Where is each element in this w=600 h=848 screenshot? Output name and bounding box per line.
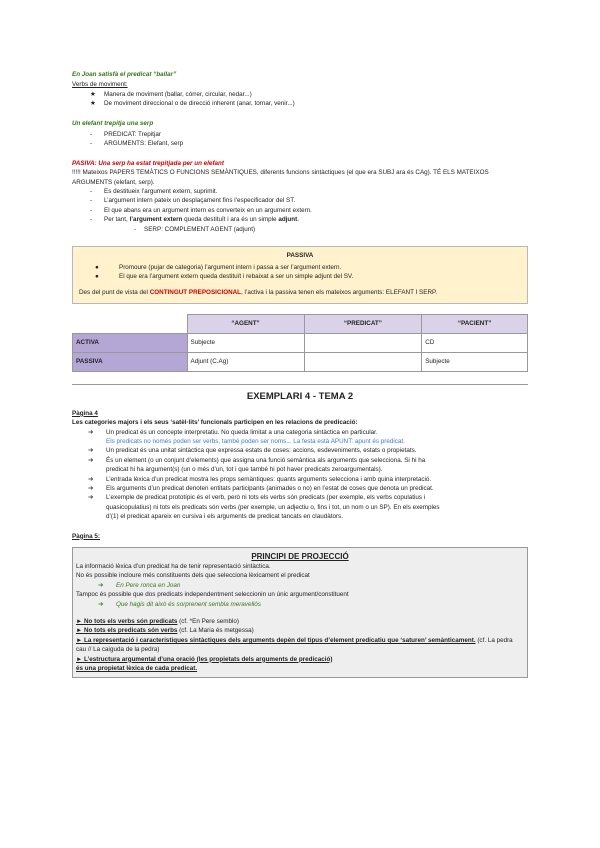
bullet-icon: ● bbox=[95, 263, 99, 271]
list-item: - L’argument intern pateix un desplaçament fins l’especificador del ST. bbox=[90, 197, 296, 205]
list-item: ★ De moviment direccional o de direcció inherent (anar, tornar, venir...) bbox=[90, 100, 295, 108]
heading-pasiva: PASIVA: Una serp ha estat trepitjada per un elefant bbox=[72, 159, 224, 167]
arrow-icon: ➔ bbox=[88, 447, 94, 455]
arrow-icon: ➔ bbox=[88, 494, 94, 502]
list-item: ➔ L’entrada lèxica d’un predicat mostra les props semàntiques: quants arguments selecciona i amb quina interpretació. bbox=[88, 475, 432, 483]
arrow-icon: ➔ bbox=[88, 484, 94, 492]
arrow-icon: ➔ bbox=[98, 600, 104, 608]
list-item: ➔ Els arguments d’un predicat denoten entitats participants (animades o no) en l’estat de coses que denota un predicat. bbox=[88, 484, 434, 492]
principi-point: ► No tots els verbs són predicats (cf. *En Pere semblo) bbox=[76, 618, 240, 626]
list-item: ★ Manera de moviment (ballar, córrer, circular, nedar...) bbox=[90, 90, 252, 98]
list-item: - ARGUMENTS: Elefant, serp bbox=[90, 140, 184, 148]
table-header: “AGENT” bbox=[187, 314, 304, 333]
principi-point: ► La representació i característiques sintàctiques dels arguments depèn del tipus d’element predicatiu que ‘saturen’ semànticament. (cf. La pedra cau // La caiguda de la pedra) bbox=[76, 636, 513, 654]
principi-line: Tampoc és possible que dos predicats independentment seleccionin un únic argument/constituent bbox=[76, 591, 349, 599]
principi-point: ► No tots els predicats són verbs (cf. La Maria és metgessa) bbox=[76, 627, 254, 635]
table-header: “PACIENT” bbox=[422, 314, 528, 333]
arrow-icon: ➔ bbox=[98, 581, 104, 589]
list-item-continued: quasicopulatius) ni tots els predicats són verbs (per exemple, un adjectiu o, fins i tot, un nom o un SP). En els exemples bbox=[106, 503, 440, 511]
divider bbox=[72, 384, 528, 385]
heading-elefant: Un elefant trepitja una serp bbox=[72, 119, 154, 127]
arrow-icon: ➔ bbox=[88, 456, 94, 464]
star-bullet-icon: ★ bbox=[90, 90, 96, 98]
subheading-verbs-moviment: Verbs de moviment: bbox=[72, 81, 128, 89]
list-item-continued: d’(1) el predicat apareix en cursiva i els arguments de predicat tancats en claudàtors. bbox=[106, 513, 343, 521]
roles-table bbox=[72, 314, 528, 372]
table-row: ACTIVA Subjecte CD bbox=[73, 333, 528, 352]
list-item: - SERP: COMPLEMENT AGENT (adjunt) bbox=[134, 225, 256, 233]
heading-ballar: En Joan satisfà el predicat “ballar” bbox=[72, 71, 177, 78]
page-ref: Pàgina 4 bbox=[72, 409, 98, 417]
arrow-icon: ➔ bbox=[88, 475, 94, 483]
list-item: ➔ Un predicat és una unitat sintàctica que expressa estats de coses: accions, esdeveniments, estats o propietats. bbox=[88, 447, 417, 455]
example: ➔ Que hagis dit això és sorprenent sembla meravellós bbox=[98, 600, 261, 608]
bullet-icon: ● bbox=[95, 272, 99, 280]
paragraph-pasiva: !!!!! Mateixos PAPERS TEMÀTICS O FUNCIONS SEMÀNTIQUES, diferents funcions sintàctiques (el que era SUBJ ara és CAg). TÉ ELS MATEIXOS ARGUMENTS (elefant, serp). bbox=[72, 169, 489, 186]
list-item-continued: predicat hi ha argument(s) (un o més d’un, tot i que també hi pot haver predicats zeroargumentals). bbox=[106, 466, 383, 474]
table-row: PASSIVA Adjunt (C.Ag) Subjecte bbox=[73, 352, 528, 371]
document-page bbox=[72, 70, 528, 678]
principi-line: No és possible incloure més constituents dels que selecciona lèxicament el predicat bbox=[76, 572, 310, 580]
list-item: - PREDICAT: Trepitjar bbox=[90, 131, 161, 139]
section-title: EXEMPLARI 4 - TEMA 2 bbox=[246, 390, 354, 402]
list-item: ➔ És un element (o un conjunt d’elements) que assigna una funció semàntica als arguments que selecciona. Si hi ha bbox=[88, 456, 426, 464]
passiva-box-footer: Des del punt de vista del CONTINGUT PREPOSICIONAL, l’activa i la passiva tenen els mateixos arguments: ELEFANT I SERP. bbox=[79, 289, 438, 297]
page-ref: Pàgina 5: bbox=[72, 532, 100, 540]
list-item: - Per tant, l’argument extern queda destituït i ara és un simple adjunt. bbox=[90, 216, 299, 224]
principi-point: ► L’estructura argumental d’una oració (les propietats dels arguments de predicació) bbox=[76, 655, 333, 663]
table-header: “PREDICAT” bbox=[304, 314, 422, 333]
list-item: - Es destitueix l’argument extern, suprimit. bbox=[90, 188, 218, 196]
list-item: ➔ Un predicat és un concepte interpretatiu. No queda limitat a una categoria sintàctica en particular. bbox=[88, 428, 378, 436]
list-item: ● Promoure (pujar de categoria) l’argument intern i passa a ser l’argument extern. bbox=[95, 263, 342, 271]
principi-line: La informació lèxica d’un predicat ha de tenir representació sintàctica. bbox=[76, 563, 271, 570]
list-item: ➔ L’exemple de predicat prototípic és el verb, però ni tots els verbs són predicats (per exemple, els verbs copulatius i bbox=[88, 494, 426, 502]
example: ➔ En Pere ronca en Joan bbox=[98, 581, 181, 589]
note-blue: Els predicats no només poden ser verbs, també poden ser noms... La festa està APUNT: apunt és predicat. bbox=[106, 437, 405, 445]
principi-title: PRINCIPI DE PROJECCIÓ bbox=[251, 552, 349, 561]
list-item: ● El que era l’argument extern queda destituït i rebaixat a ser un simple adjunt del SV. bbox=[95, 272, 354, 280]
passiva-box-title: PASSIVA bbox=[286, 252, 314, 260]
star-bullet-icon: ★ bbox=[90, 100, 96, 108]
passiva-box bbox=[72, 246, 528, 304]
principi-point: és una propietat lèxica de cada predicat. bbox=[76, 665, 198, 673]
list-item: - El que abans era un argument intern es converteix en un argument extern. bbox=[90, 206, 312, 214]
principi-box bbox=[72, 547, 528, 678]
intro-text: Les categories majors i els seus ‘satèl·lits’ funcionals participen en les relacions de predicació: bbox=[72, 419, 358, 427]
arrow-icon: ➔ bbox=[88, 428, 94, 436]
